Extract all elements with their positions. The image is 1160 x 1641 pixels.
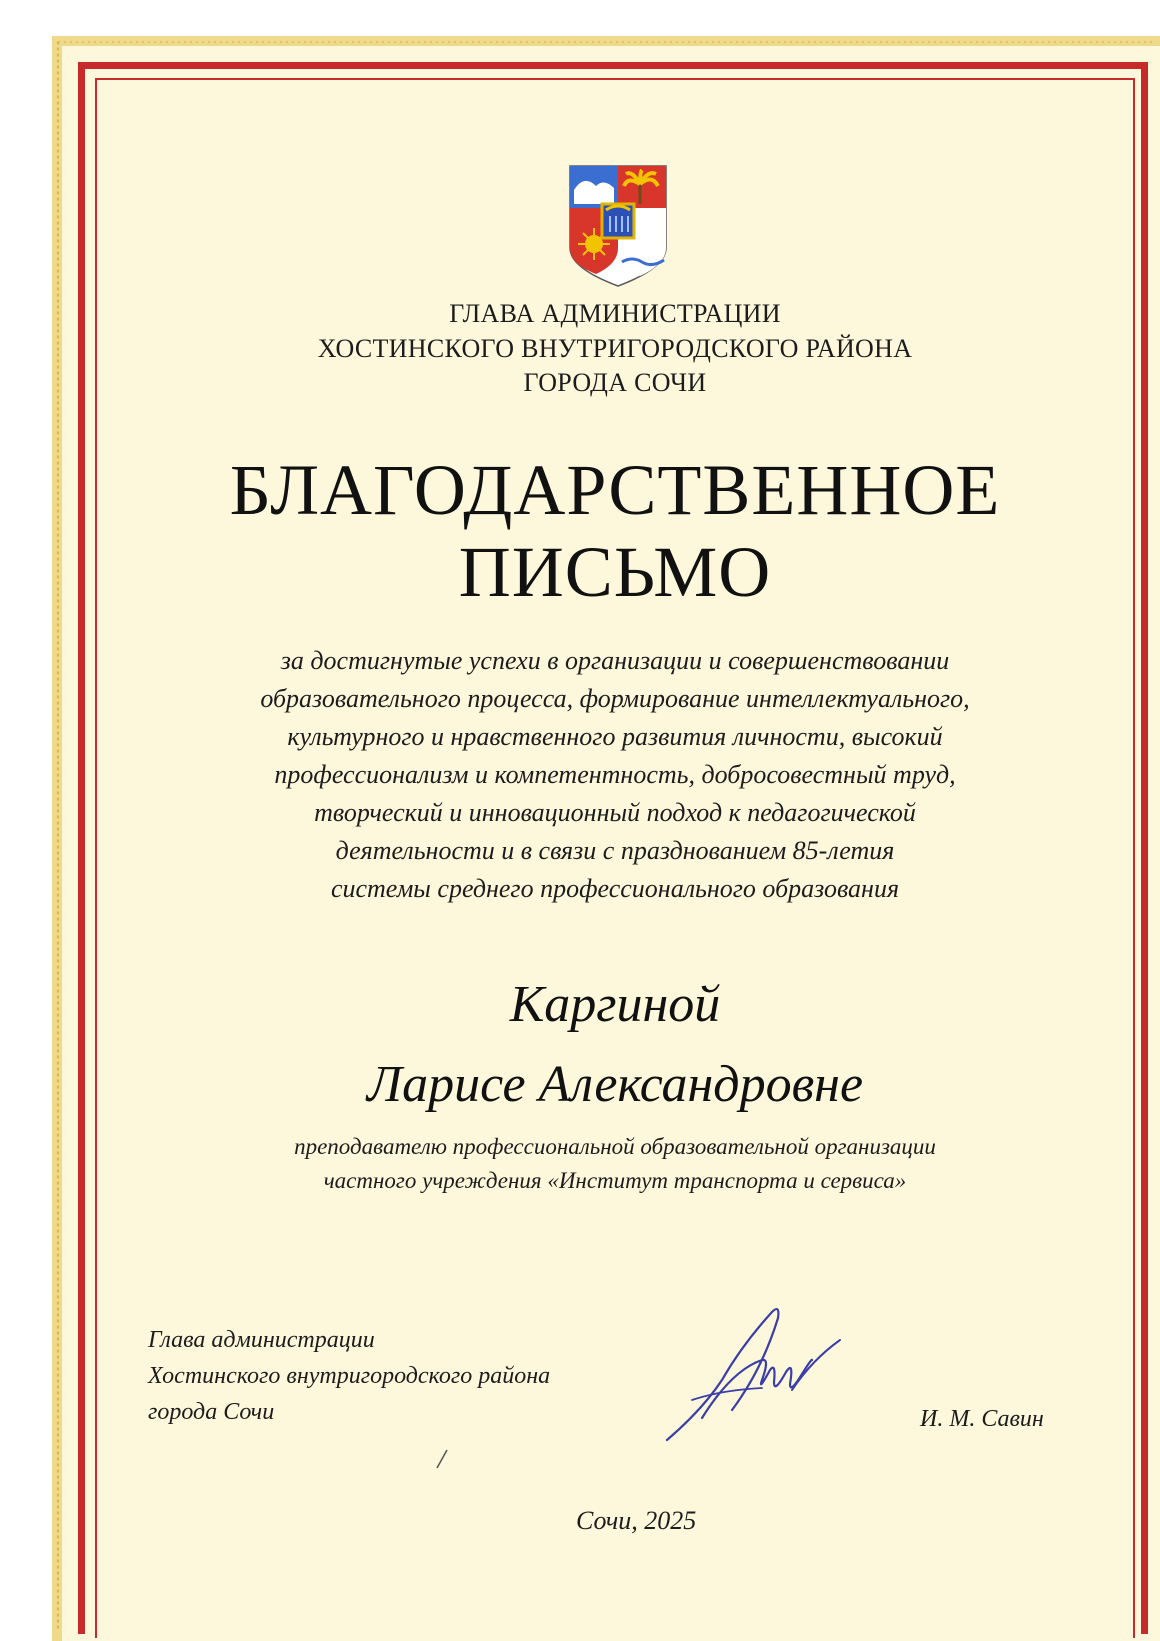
header-line-2: ХОСТИНСКОГО ВНУТРИГОРОДСКОГО РАЙОНА xyxy=(317,334,913,363)
reason-line-6: деятельности и в связи с празднованием 85-летия xyxy=(335,836,895,865)
recipient-position-line-1: преподавателю профессиональной образовательной организации xyxy=(294,1134,936,1159)
header-line-3: ГОРОДА СОЧИ xyxy=(523,368,707,397)
signatory-name: И. М. Савин xyxy=(920,1406,1044,1432)
handwritten-signature xyxy=(662,1300,882,1450)
signatory-title xyxy=(148,1322,550,1430)
signatory-title-line-1: Глава администрации xyxy=(148,1327,375,1353)
reason-line-1: за достигнутые успехи в организации и совершенствовании xyxy=(280,646,950,675)
signatory-title-line-3: города Сочи xyxy=(148,1399,275,1425)
recipient-surname: Каргиной xyxy=(509,976,721,1033)
reason-line-3: культурного и нравственного развития личности, высокий xyxy=(287,722,943,751)
recipient-given-names: Ларисе Александровне xyxy=(366,1056,864,1113)
document-title-line-2: ПИСЬМО xyxy=(458,532,772,612)
reason-line-4: профессионализм и компетентность, добросовестный труд, xyxy=(274,760,956,789)
place-and-date: Сочи, 2025 xyxy=(576,1506,697,1535)
document-title-line-1: БЛАГОДАРСТВЕННОЕ xyxy=(229,450,1001,530)
reason-line-7: системы среднего профессионального образования xyxy=(330,874,900,903)
recipient-position-line-2: частного учреждения «Институт транспорта и сервиса» xyxy=(323,1168,907,1193)
reason-line-2: образовательного процесса, формирование интеллектуального, xyxy=(260,684,970,713)
stray-pen-mark xyxy=(434,1448,450,1470)
signatory-title-line-2: Хостинского внутригородского района xyxy=(148,1363,551,1389)
header-line-1: ГЛАВА АДМИНИСТРАЦИИ xyxy=(449,299,781,328)
sochi-coat-of-arms-icon xyxy=(566,164,670,288)
gold-border-left xyxy=(56,40,60,1630)
gold-border-top xyxy=(56,40,1156,44)
reason-line-5: творческий и инновационный подход к педагогической xyxy=(314,798,916,827)
